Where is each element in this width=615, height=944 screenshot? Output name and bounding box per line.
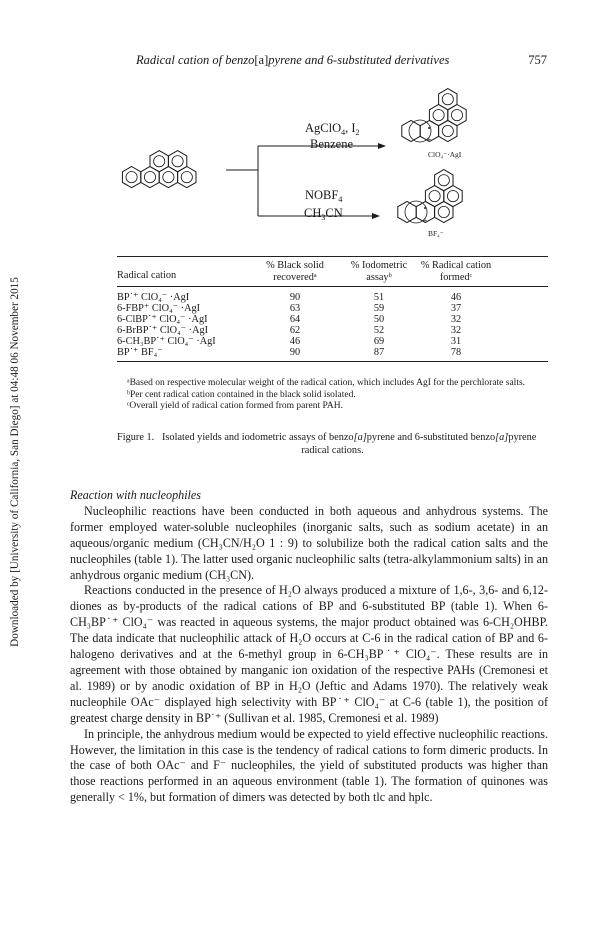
header-line: formedᶜ [439,271,473,283]
caption-part: Isolated yields and iodometric assays of benzo [162,432,354,443]
reagent-label-1: AgClO$_4$, $I_2$ [305,121,360,137]
cell-radical-cation: 6-BrBP˙⁺ ClO₄⁻ ·AgI [117,325,209,336]
cell-black-solid: 90 [289,347,301,358]
page-number: 757 [528,53,547,67]
cell-formed: 32 [450,325,462,336]
arrowhead-icon [378,143,386,149]
svg-text:+: + [426,135,432,145]
figure-label: Figure 1. [117,432,155,443]
cell-formed: 32 [450,314,462,325]
cell-iodometric: 50 [373,314,385,325]
col-header-radical-formed [411,260,501,283]
cell-black-solid: 64 [289,314,301,325]
cell-black-solid: 90 [289,292,301,303]
caption-line-2: radical cations. [301,444,364,456]
table-row [117,303,548,314]
title-part: Radical cation of benzo [136,53,255,67]
caption-part: [a] [495,432,509,443]
cell-black-solid: 62 [289,325,301,336]
cell-iodometric: 51 [373,292,385,303]
col-header-iodometric [341,260,417,283]
cell-iodometric: 59 [373,303,385,314]
caption-part: pyrene [508,432,537,443]
header-line: % Black solid [266,260,324,271]
cell-black-solid: 46 [289,336,301,347]
table-row [117,292,548,303]
table-bottom-rule [117,361,548,362]
header-line: % Iodometric [350,260,408,271]
cell-radical-cation: BP˙⁺ BF₄⁻ [117,347,163,358]
cell-iodometric: 69 [373,336,385,347]
cell-formed: 46 [450,292,462,303]
cell-formed: 37 [450,303,462,314]
radical-cation-tetrafluoroborate-structure [398,170,462,226]
table-top-rule [117,256,548,257]
body-paragraph: In principle, the anhydrous medium would be expected to yield effective nucleophilic reactions. However, the limitation in this case is the tendency of radical cations to form dimeric products. In the case of both OAc⁻ and F⁻ nucleophiles, the yield of substituted products was higher than those reactions performed in an aqueous environment (table 1). The formation of quinones was generally < 1%, but formation of dimers was detected by both tlc and hplc. [70,726,548,805]
table-footnotes [117,378,548,413]
counterion-label-1: ClO₄⁻·AgI [428,150,462,159]
arrowhead-icon [372,213,380,219]
cell-iodometric: 52 [373,325,385,336]
cell-radical-cation: BP˙⁺ ClO₄⁻ ·AgI [117,292,190,303]
section-heading: Reaction with nucleophiles [70,488,201,502]
table-row [117,314,548,325]
radical-cation-perchlorate-structure [402,89,466,145]
cell-radical-cation: 6-ClBP˙⁺ ClO₄⁻ ·AgI [117,314,208,325]
col-header-radical-cation: Radical cation [117,270,177,281]
solvent-label-1: Benzene [310,137,354,151]
cell-formed: 78 [450,347,462,358]
col-header-black-solid [257,260,333,283]
footnote-c: ᶜOverall yield of radical cation formed from parent PAH. [127,401,344,411]
solvent-label-2: $CH_3CN$ [304,206,343,222]
caption-part: pyrene and 6-substituted benzo [366,432,496,443]
svg-text:•: • [423,204,427,213]
table-row [117,325,548,336]
header-line: assayᵇ [366,271,392,283]
svg-text:+: + [422,216,428,226]
footnote-a: ᵃBased on respective molecular weight of the radical cation, which includes AgI for the perchlorate salts. [127,378,526,388]
caption-part: [a] [353,432,367,443]
body-paragraph: Reactions conducted in the presence of H₂O always produced a mixture of 1,6-, 3,6- and 6,12-diones as by-products of the radical cations of BP and 6-substituted BP (table 1). When 6-CH₃BP˙⁺ ClO₄⁻ was reacted in aqueous systems, the major product obtained was 6-CH₂OHBP. The data indicate that nucleophilic attack of H₂O occurs at C-6 in the radical cation of BP and 6-halogeno derivatives and at the 6-methyl group in 6-CH₃BP˙⁺ ClO₄⁻. These results are in agreement with those obtained by manganic ion oxidation of the respective PAHs (Cremonesi et al. 1989) or by anodic oxidation of BP in H₂O (Jeftic and Adams 1970). The relatively weak nucleophile OAc⁻ displayed high selectivity with BP˙⁺ ClO₄⁻ at C-6 (table 1), the position of greatest charge density in BP˙⁺ (Sullivan et al. 1985, Cremonesi et al. 1989) [70,583,548,725]
header-line: recoveredᵃ [273,271,317,283]
article-body [70,488,548,806]
benzopyrene-structure [122,151,196,188]
caption-line-1 [162,432,536,445]
footnote-b: ᵇPer cent radical cation contained in the black solid isolated. [127,389,356,400]
title-part: [a] [254,53,269,67]
cell-radical-cation: 6-FBP⁺ ClO₄⁻ ·AgI [117,303,201,314]
reaction-scheme [0,0,615,250]
counterion-label-2: BF₄⁻ [428,229,444,238]
cell-formed: 31 [450,336,462,347]
table-row [117,347,548,358]
svg-text:•: • [427,124,431,133]
header-line: % Radical cation [420,260,492,271]
cell-radical-cation: 6-CH₃BP˙⁺ ClO₄⁻ ·AgI [117,336,216,347]
body-paragraph: Nucleophilic reactions have been conducted in both aqueous and anhydrous systems. The former employed water-soluble nucleophiles (inorganic salts, such as sodium acetate) in an aqueous/organic medium (CH₃CN/H₂O 1 : 9) to solubilize both the radical cation salts and the nucleophiles (table 1). The latter used organic nucleophilic salts (tetra-alkylammonium salts) in an anhydrous organic medium (CH₃CN). [70,503,548,582]
table-header-rule [117,286,548,287]
cell-black-solid: 63 [289,303,301,314]
title-part: pyrene and 6-substituted derivatives [268,53,450,67]
download-watermark: Downloaded by [University of California, San Diego] at 04:48 06 November 2015 [9,277,21,647]
reagent-label-2: $NOBF_4$ [305,188,343,204]
cell-iodometric: 87 [373,347,385,358]
table-row [117,336,548,347]
